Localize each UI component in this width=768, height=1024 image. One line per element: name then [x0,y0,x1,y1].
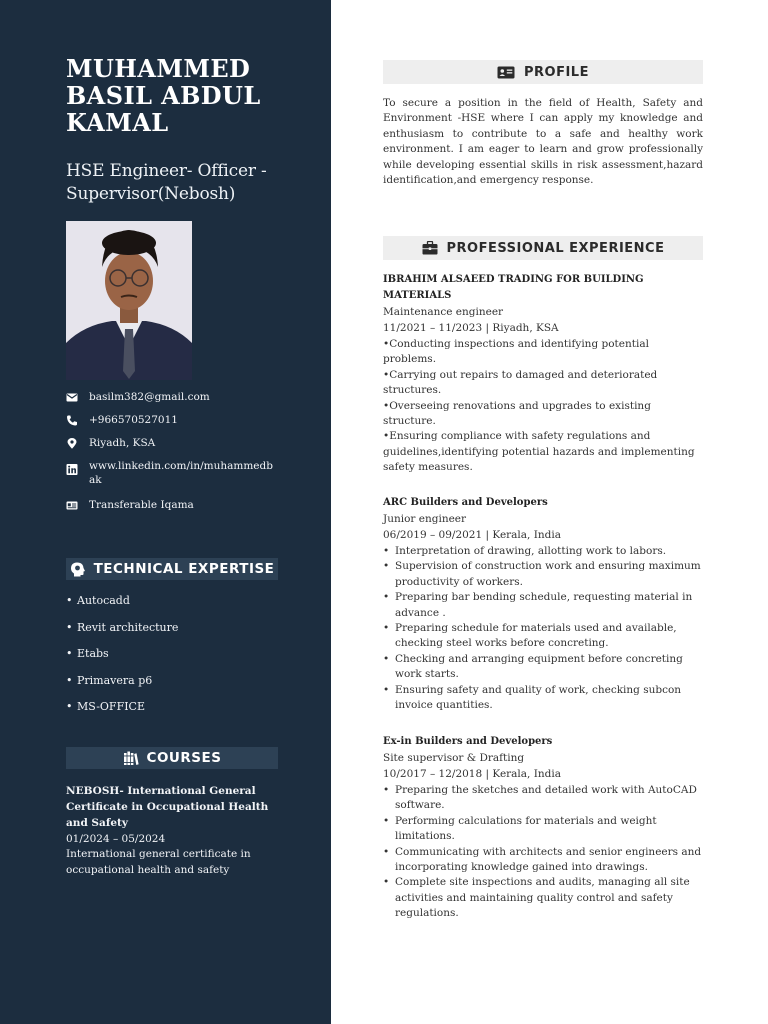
phone-icon [66,415,78,426]
course-description: International general certificate in occupational health and safety [66,848,251,876]
contact-iqama [66,498,286,512]
duty-item: • Interpretation of drawing, allotting work to labors. [383,544,703,559]
duty-item: • Preparing bar bending schedule, requesting material in advance . [383,590,703,621]
skill-item: • Etabs [66,647,178,661]
company-name: ARC Builders and Developers [383,497,548,508]
duty-item: • Communicating with architects and senior engineers and incorporating knowledge gained into drawings. [383,845,703,876]
job-role: Site supervisor & Drafting [383,752,525,764]
profile-title: PROFILE [524,64,589,80]
brain-head-icon [70,562,86,577]
job-entry [383,272,703,476]
id-card-icon [66,500,78,511]
briefcase-icon [422,241,438,255]
company-name: Ex-in Builders and Developers [383,736,553,747]
email-text: basilm382@gmail.com [89,391,210,403]
contact-list [66,390,286,521]
person-name [66,55,316,136]
phone-text: +966570527011 [89,414,178,426]
skill-item: • MS-OFFICE [66,700,178,714]
headline: HSE Engineer- Officer - Supervisor(Nebosh) [66,161,267,204]
technical-expertise-title: TECHNICAL EXPERTISE [93,561,275,577]
job-dates: 10/2017 – 12/2018 | Kerala, India [383,768,561,780]
job-duties [383,544,703,713]
location-pin-icon [66,438,78,449]
professional-experience-title: PROFESSIONAL EXPERIENCE [446,240,665,256]
id-card-icon [497,66,515,79]
profile-summary: To secure a position in the field of Health, Safety and Environment -HSE where I can apply my knowledge and enthusiasm to contribute to a safe and healthy work environment. I am eager to learn and grow professionally while developing essential skills in risk assessment,hazard identification,and emergency response. [383,97,703,187]
duty-item: • Preparing schedule for materials used and available, checking steel works before concreting. [383,621,703,652]
duty-item: • Preparing the sketches and detailed work with AutoCAD software. [383,783,703,814]
job-role: Junior engineer [383,513,467,525]
sidebar [0,0,331,1024]
skill-item: • Revit architecture [66,621,178,635]
duty-item: • Checking and arranging equipment before concreting work starts. [383,652,703,683]
duty-item: •Conducting inspections and identifying potential problems. [383,338,649,366]
name-line: BASIL ABDUL [66,81,261,110]
name-line: KAMAL [66,108,169,137]
name-line: MUHAMMED [66,54,251,83]
job-dates: 11/2021 – 11/2023 | Riyadh, KSA [383,322,559,334]
skills-list [66,594,178,727]
linkedin-icon [66,464,78,475]
courses-title: COURSES [146,750,222,766]
envelope-icon [66,392,78,403]
contact-linkedin[interactable] [66,459,286,487]
job-role: Maintenance engineer [383,306,504,318]
contact-location [66,436,286,450]
iqama-text: Transferable Iqama [89,499,194,511]
profile-heading [383,60,703,84]
duty-item: • Ensuring safety and quality of work, checking subcon invoice quantities. [383,683,703,714]
course-dates: 01/2024 – 05/2024 [66,833,166,845]
job-entry [383,734,703,922]
skill-item: • Primavera p6 [66,674,178,688]
contact-phone[interactable] [66,413,286,427]
job-dates: 06/2019 – 09/2021 | Kerala, India [383,529,561,541]
job-entry [383,495,703,713]
duty-item: • Supervision of construction work and ensuring maximum productivity of workers. [383,559,703,590]
linkedin-url[interactable]: www.linkedin.com/in/muhammedbak [89,460,273,486]
duty-item: • Complete site inspections and audits, managing all site activities and maintaining quality control and safety regulations. [383,875,703,921]
skill-item: • Autocadd [66,594,178,608]
duty-item: •Carrying out repairs to damaged and deteriorated structures. [383,368,658,397]
job-duties [383,337,703,476]
course-title: NEBOSH- International General Certificate in Occupational Health and Safety [66,785,269,829]
duty-item: • Performing calculations for materials and weight limitations. [383,814,703,845]
job-duties [383,783,703,922]
location-text: Riyadh, KSA [89,437,156,449]
course-entry [66,783,276,878]
company-name: IBRAHIM ALSAEED TRADING FOR BUILDING MATERIALS [383,274,644,301]
professional-experience-heading [383,236,703,260]
books-icon [123,751,139,766]
contact-email[interactable] [66,390,286,404]
duty-item: •Ensuring compliance with safety regulations and guidelines,identifying potential hazards and implementing safety measures. [383,430,695,474]
technical-expertise-heading [66,558,278,580]
courses-heading [66,747,278,769]
profile-photo [66,221,192,380]
duty-item: •Overseeing renovations and upgrades to existing structure. [383,399,651,428]
